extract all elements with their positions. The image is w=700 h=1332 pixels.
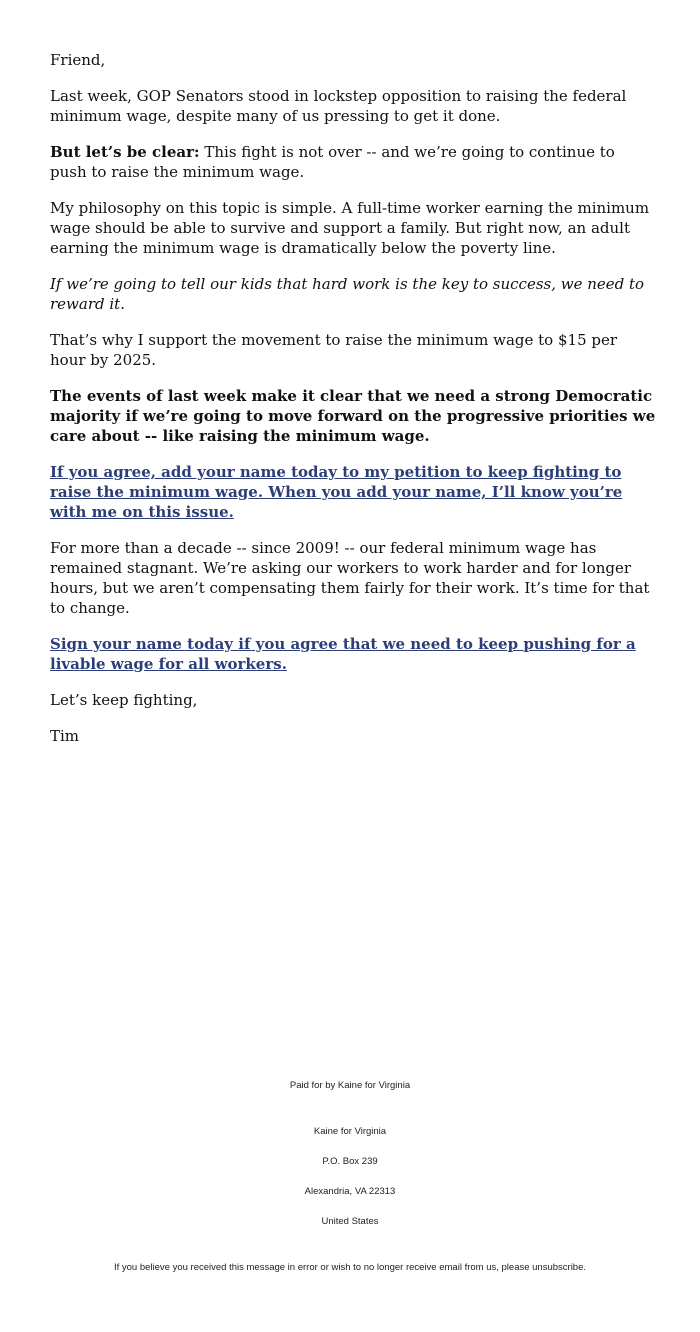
sign-name-link[interactable]: Sign your name today if you agree that we need to keep pushing for a livable wage for all workers. xyxy=(50,635,636,673)
paragraph-democratic-majority: The events of last week make it clear that we need a strong Democratic majority if we’re going to move forward on the progressive priorities we care about -- like raising the minimum wage. xyxy=(50,387,656,445)
paragraph-hard-work: If we’re going to tell our kids that hard work is the key to success, we need to reward it. xyxy=(50,275,645,313)
paragraph-fight-not-over xyxy=(50,142,656,182)
paragraph-support-15: That’s why I support the movement to raise the minimum wage to $15 per hour by 2025. xyxy=(50,331,618,369)
paragraph-gop-opposition: Last week, GOP Senators stood in lockstep opposition to raising the federal minimum wage, despite many of us pressing to get it done. xyxy=(50,87,627,125)
paragraph-stagnant-wage: For more than a decade -- since 2009! -- our federal minimum wage has remained stagnant. We’re asking our workers to work harder and for longer hours, but we aren’t compensating them fairly for their work. It’s time for that to change. xyxy=(50,539,650,617)
paid-for-disclaimer: Paid for by Kaine for Virginia xyxy=(289,1080,411,1091)
emphasis-lead: But let’s be clear: xyxy=(50,143,200,161)
signature: Tim xyxy=(50,727,80,745)
paragraph-text: This fight is not over -- and we’re going to continue to push to raise the minimum wage. xyxy=(50,143,615,181)
petition-link-paragraph xyxy=(50,462,656,522)
footer-city-state-zip: Alexandria, VA 22313 xyxy=(304,1186,396,1197)
footer-country: United States xyxy=(321,1216,379,1227)
email-body xyxy=(50,50,656,762)
closing: Let’s keep fighting, xyxy=(50,691,198,709)
footer-org-name: Kaine for Virginia xyxy=(313,1126,387,1137)
paragraph-philosophy: My philosophy on this topic is simple. A full-time worker earning the minimum wage should be able to survive and support a family. But right now, an adult earning the minimum wage is dramatically below the poverty line. xyxy=(50,199,650,257)
petition-link[interactable]: If you agree, add your name today to my petition to keep fighting to raise the minimum wage. When you add your name, I’ll know you’re with me on this issue. xyxy=(50,463,623,521)
sign-link-paragraph xyxy=(50,634,656,674)
greeting: Friend, xyxy=(50,51,106,69)
footer-po-box: P.O. Box 239 xyxy=(322,1156,378,1167)
unsubscribe-notice: If you believe you received this message in error or wish to no longer receive email from us, please unsubscribe. xyxy=(113,1262,587,1273)
